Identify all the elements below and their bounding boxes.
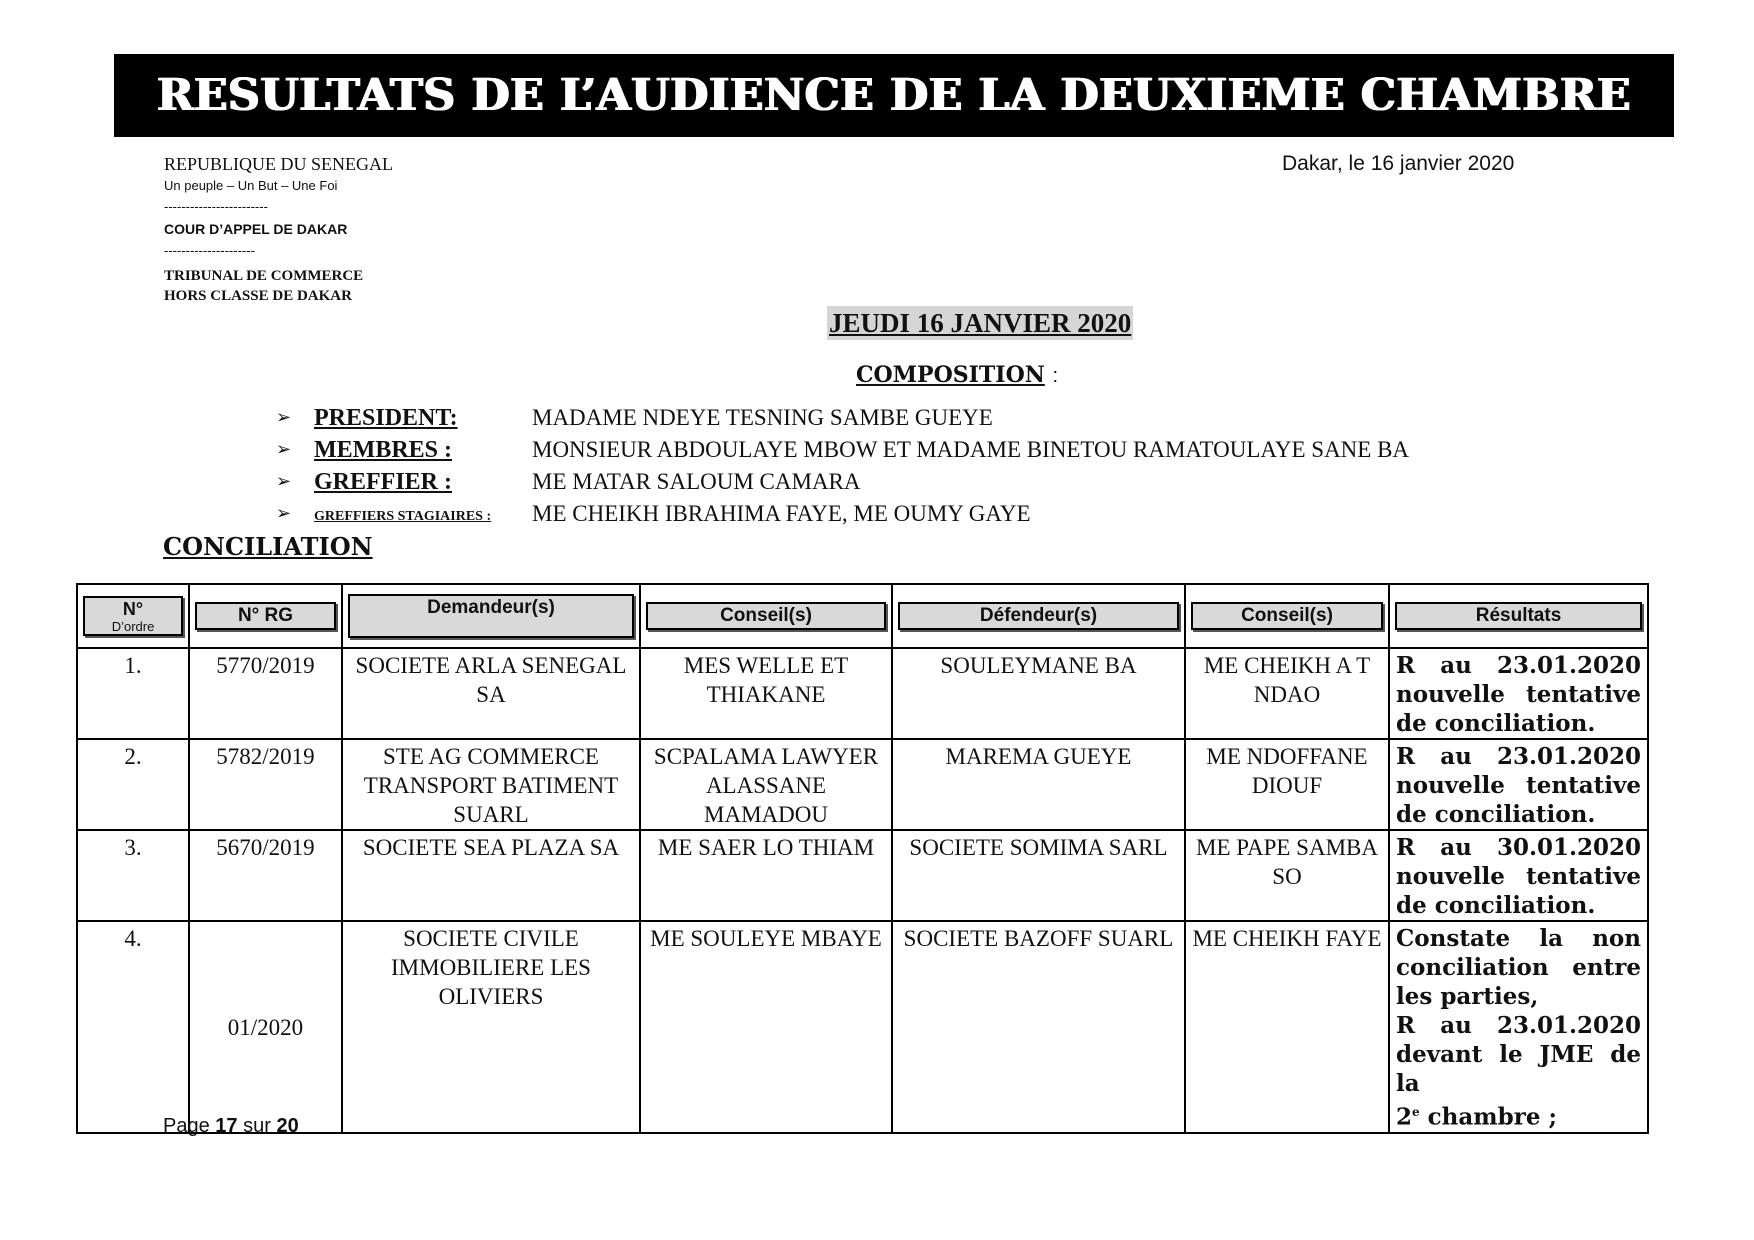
cell-resultats [1389, 830, 1648, 921]
header-conseil: Conseil(s) [646, 602, 886, 630]
header-cell-rg [189, 584, 342, 648]
header-resultats: Résultats [1395, 602, 1642, 630]
cell-rg: 01/2020 [189, 921, 342, 1133]
table-row [77, 830, 1648, 921]
cell-demandeur: STE AG COMMERCE TRANSPORT BATIMENT SUARL [342, 739, 640, 830]
result-line: R au 23.01.2020 [1396, 743, 1641, 770]
tribunal-name-line1: TRIBUNAL DE COMMERCE [164, 268, 364, 284]
result-text: chambre ; [1419, 1103, 1557, 1131]
title-banner [114, 54, 1674, 137]
cell-defendeur: SOCIETE BAZOFF SUARL [892, 921, 1185, 1133]
cell-resultats [1389, 921, 1648, 1133]
result-line: conciliation entre [1396, 954, 1641, 981]
role-label: GREFFIERS STAGIAIRES : [314, 509, 492, 524]
court-name: COUR D’APPEL DE DAKAR [164, 221, 348, 237]
result-line: nouvelle tentative [1396, 863, 1641, 890]
composition-title: COMPOSITION [856, 362, 1045, 388]
results-table [76, 583, 1649, 1134]
result-line: R au 23.01.2020 [1396, 652, 1641, 679]
page-mid: sur [243, 1115, 271, 1137]
cell-demandeur: SOCIETE SEA PLAZA SA [342, 830, 640, 921]
cell-defendeur: SOULEYMANE BA [892, 648, 1185, 739]
cell-ordre: 3. [77, 830, 189, 921]
cell-rg: 5670/2019 [189, 830, 342, 921]
cell-conseil: MES WELLE ET THIAKANE [640, 648, 892, 739]
cell-rg: 5770/2019 [189, 648, 342, 739]
result-line: devant le JME de la [1396, 1041, 1641, 1097]
header-cell-demandeur [342, 584, 640, 648]
header-cell-conseil [1185, 584, 1389, 648]
place-date: Dakar, le 16 janvier 2020 [1282, 152, 1515, 175]
arrow-bullet-icon: ➢ [276, 503, 292, 524]
result-text: 2 [1396, 1103, 1413, 1131]
ordinal-suffix: e [1412, 1105, 1420, 1119]
header-demandeur: Demandeur(s) [348, 594, 634, 638]
header-ordre-number: N° [122, 599, 144, 619]
arrow-bullet-icon: ➢ [276, 471, 292, 492]
result-line: nouvelle tentative [1396, 681, 1641, 708]
republic-name: REPUBLIQUE DU SENEGAL [164, 154, 393, 174]
table-header-row [77, 584, 1648, 648]
page-current: 17 [215, 1115, 238, 1137]
header-defendeur: Défendeur(s) [898, 602, 1179, 630]
cell-ordre: 1. [77, 648, 189, 739]
role-label: MEMBRES : [314, 437, 452, 463]
cell-resultats [1389, 739, 1648, 830]
page-footer [163, 1115, 299, 1138]
result-line: R au 23.01.2020 [1396, 1012, 1641, 1039]
divider: --------------------- [164, 243, 255, 258]
document-title: RESULTATS DE L’AUDIENCE DE LA DEUXIEME CHAMBRE [156, 70, 1632, 121]
cell-conseil: ME SAER LO THIAM [640, 830, 892, 921]
arrow-bullet-icon: ➢ [276, 407, 292, 428]
cell-conseil: ME CHEIKH A T NDAO [1185, 648, 1389, 739]
cell-conseil: ME NDOFFANE DIOUF [1185, 739, 1389, 830]
cell-ordre: 4. [77, 921, 189, 1133]
cell-demandeur: SOCIETE CIVILE IMMOBILIERE LES OLIVIERS [342, 921, 640, 1133]
page-total: 20 [276, 1115, 299, 1137]
cell-conseil: ME CHEIKH FAYE [1185, 921, 1389, 1133]
result-line: de conciliation. [1396, 892, 1596, 919]
header-cell-conseil [640, 584, 892, 648]
result-line: les parties, [1396, 983, 1539, 1010]
national-motto: Un peuple – Un But – Une Foi [164, 178, 338, 193]
arrow-bullet-icon: ➢ [276, 439, 292, 460]
section-title: CONCILIATION [163, 532, 373, 561]
cell-conseil: SCPALAMA LAWYER ALASSANE MAMADOU [640, 739, 892, 830]
member-name: MADAME NDEYE TESNING SAMBE GUEYE [532, 405, 993, 430]
header-conseil: Conseil(s) [1191, 602, 1383, 630]
result-line: nouvelle tentative [1396, 772, 1641, 799]
member-name: MONSIEUR ABDOULAYE MBOW ET MADAME BINETOU RAMATOULAYE SANE BA [532, 437, 1410, 462]
header-cell-defendeur [892, 584, 1185, 648]
composition-colon: : [1052, 365, 1059, 387]
result-line: de conciliation. [1396, 710, 1596, 737]
cell-demandeur: SOCIETE ARLA SENEGAL SA [342, 648, 640, 739]
result-line: Constate la non [1396, 925, 1641, 952]
hearing-date-title: JEUDI 16 JANVIER 2020 [829, 308, 1132, 338]
cell-defendeur: MAREMA GUEYE [892, 739, 1185, 830]
composition-heading [856, 362, 1058, 388]
role-label: PRESIDENT: [314, 405, 458, 431]
cell-resultats [1389, 648, 1648, 739]
result-line [1396, 1098, 1641, 1132]
cell-conseil: ME PAPE SAMBA SO [1185, 830, 1389, 921]
result-line: R au 30.01.2020 [1396, 834, 1641, 861]
header-rg: N° RG [195, 602, 336, 630]
tribunal-name-line2: HORS CLASSE DE DAKAR [164, 288, 352, 304]
header-ordre-sub: D’ordre [111, 619, 155, 634]
member-name: ME MATAR SALOUM CAMARA [532, 469, 861, 494]
header-cell-ordre [77, 584, 189, 648]
cell-defendeur: SOCIETE SOMIMA SARL [892, 830, 1185, 921]
table-row [77, 739, 1648, 830]
header-cell-resultats [1389, 584, 1648, 648]
role-label: GREFFIER : [314, 469, 452, 495]
cell-ordre: 2. [77, 739, 189, 830]
table-row [77, 648, 1648, 739]
member-name: ME CHEIKH IBRAHIMA FAYE, ME OUMY GAYE [532, 501, 1031, 526]
result-line: de conciliation. [1396, 801, 1596, 828]
cell-rg: 5782/2019 [189, 739, 342, 830]
page-prefix: Page [163, 1115, 210, 1137]
letterhead [164, 155, 393, 306]
table-row [77, 921, 1648, 1133]
cell-conseil: ME SOULEYE MBAYE [640, 921, 892, 1133]
divider: ------------------------ [164, 199, 268, 214]
